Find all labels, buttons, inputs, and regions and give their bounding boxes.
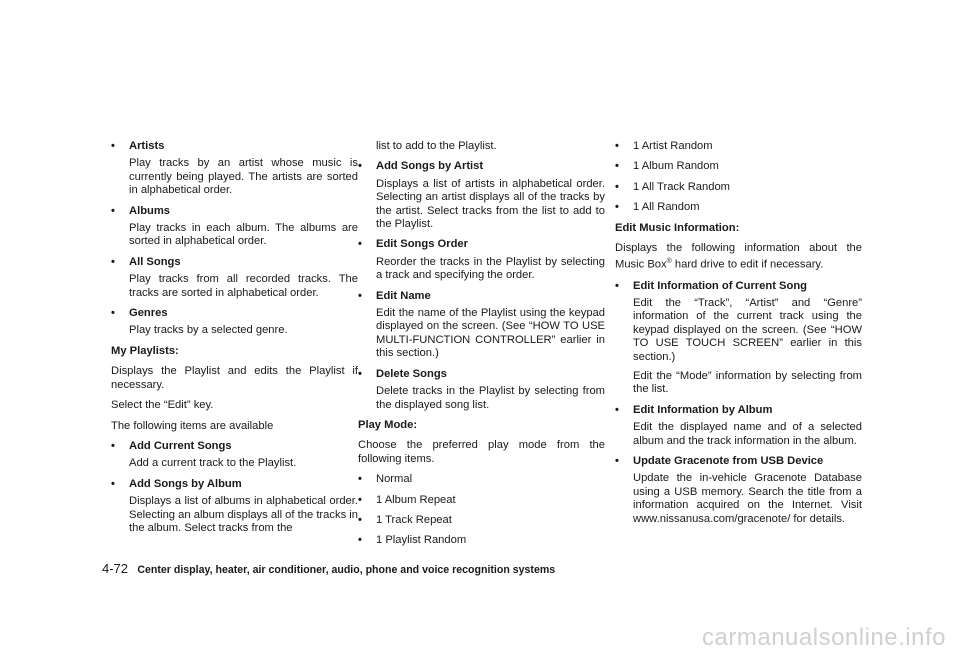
mode-label: Normal <box>376 473 413 486</box>
bullet: • <box>111 204 115 217</box>
list-item-genres <box>111 307 358 338</box>
item-heading: Edit Information by Album <box>633 403 773 416</box>
mode-label: 1 All Track Random <box>633 180 730 193</box>
mode-item <box>358 534 605 547</box>
item-heading: Update Gracenote from USB Device <box>633 455 824 468</box>
item-description: Update the in-vehicle Gracenote Database using a USB memory. Search the title from a information acquired on the Internet. Visit www.nissanusa.com/gracenote/ for details. <box>633 472 862 525</box>
bullet: • <box>111 140 115 152</box>
mode-item <box>615 201 862 214</box>
paragraph: The following items are available <box>111 419 274 432</box>
list-item-edit-songs-order <box>358 238 605 282</box>
item-description: list to add to the Playlist. <box>376 140 497 152</box>
list-item-add-current-songs <box>111 440 358 471</box>
list-item-artists <box>111 140 358 198</box>
bullet: • <box>615 455 619 468</box>
item-heading: All Songs <box>129 255 181 268</box>
mode-item <box>615 181 862 194</box>
mode-label: 1 Album Repeat <box>376 493 456 506</box>
bullet: • <box>358 513 362 526</box>
section-heading-edit-music-information: Edit Music Information: <box>615 221 740 234</box>
list-item-update-gracenote <box>615 455 862 526</box>
paragraph <box>615 242 862 273</box>
bullet: • <box>358 160 362 173</box>
list-item-edit-information-current-song <box>615 280 862 397</box>
text-part: hard drive to edit if necessary. <box>671 259 824 272</box>
item-description: Edit the displayed name and of a selected album and the track information in the album. <box>633 421 862 447</box>
section-heading-play-mode: Play Mode: <box>358 418 418 431</box>
mode-item <box>358 473 605 486</box>
bullet: • <box>358 493 362 506</box>
footer-title: Center display, heater, air conditioner, audio, phone and voice recognition systems <box>137 564 556 576</box>
paragraph: Displays the Playlist and edits the Playlist if necessary. <box>111 365 358 391</box>
mode-label: 1 All Random <box>633 201 700 214</box>
continuation <box>358 140 605 153</box>
bullet: • <box>615 201 619 214</box>
bullet: • <box>615 403 619 416</box>
mode-label: 1 Track Repeat <box>376 513 452 526</box>
registered-mark: ® <box>666 258 672 266</box>
list-item-add-songs-by-album <box>111 478 358 536</box>
bullet: • <box>358 367 362 380</box>
item-heading: Edit Name <box>376 289 431 302</box>
mode-item <box>358 514 605 527</box>
bullet: • <box>358 534 362 547</box>
item-description: Play tracks from all recorded tracks. The tracks are sorted in alphabetical order. <box>129 273 358 299</box>
bullet: • <box>358 473 362 486</box>
item-heading: Genres <box>129 307 168 320</box>
item-description: Play tracks by an artist whose music is currently being played. The artists are sorted in alphabetical order. <box>129 157 358 197</box>
item-heading: Edit Songs Order <box>376 238 468 251</box>
mode-item <box>358 494 605 507</box>
item-description: Add a current track to the Playlist. <box>129 457 297 470</box>
section-heading-my-playlists: My Playlists: <box>111 344 179 357</box>
paragraph: Choose the preferred play mode from the following items. <box>358 439 605 465</box>
mode-label: 1 Album Random <box>633 160 719 173</box>
bullet: • <box>615 279 619 292</box>
item-heading: Add Songs by Artist <box>376 160 484 173</box>
bullet: • <box>615 160 619 173</box>
mode-label: 1 Playlist Random <box>376 534 467 547</box>
list-item-all-songs <box>111 256 358 300</box>
bullet: • <box>111 307 115 320</box>
list-item-add-songs-by-artist <box>358 160 605 231</box>
item-description: Delete tracks in the Playlist by selecting from the displayed song list. <box>376 385 605 411</box>
description-paragraph: Edit the “Mode” information by selecting from the list. <box>633 370 862 396</box>
item-description: Displays a list of albums in alphabetical order. Selecting an album displays all of the tracks in the album. Select tracks from the <box>129 495 358 534</box>
bullet: • <box>358 289 362 302</box>
item-heading: Edit Information of Current Song <box>633 279 808 292</box>
item-heading: Add Current Songs <box>129 439 232 452</box>
bullet: • <box>615 140 619 152</box>
paragraph: Select the “Edit” key. <box>111 399 214 412</box>
column-1 <box>111 140 358 542</box>
text-part: Displays the following information about the Music Box <box>615 242 862 272</box>
column-3 <box>615 140 862 533</box>
mode-item <box>615 160 862 173</box>
list-item-delete-songs <box>358 368 605 412</box>
item-description: Play tracks by a selected genre. <box>129 324 288 337</box>
list-item-albums <box>111 205 358 249</box>
item-heading: Delete Songs <box>376 367 447 380</box>
item-heading: Artists <box>129 140 165 152</box>
list-item-edit-name <box>358 290 605 361</box>
item-description: Edit the name of the Playlist using the keypad displayed on the screen. (See “HOW TO USE MULTI-FUNCTION CONTROLLER” earlier in this section.) <box>376 307 605 360</box>
bullet: • <box>111 439 115 452</box>
watermark: carmanualsonline.info <box>702 624 946 651</box>
bullet: • <box>111 477 115 490</box>
item-description: Displays a list of artists in alphabetical order. Selecting an artist displays all of the tracks by the artist. Select tracks from the list to add to the Playlist. <box>376 177 605 231</box>
item-heading: Add Songs by Album <box>129 477 242 490</box>
bullet: • <box>358 238 362 251</box>
page-number: 4-72 <box>102 561 129 576</box>
page-footer <box>102 561 555 576</box>
bullet: • <box>615 180 619 193</box>
column-2 <box>358 140 605 555</box>
bullet: • <box>111 255 115 268</box>
item-description: Reorder the tracks in the Playlist by selecting a track and specifying the order. <box>376 255 605 282</box>
mode-item <box>615 140 862 153</box>
item-description: Play tracks in each album. The albums are sorted in alphabetical order. <box>129 222 358 248</box>
description-paragraph: Edit the “Track”, “Artist” and “Genre” information of the current track using the keypad displayed on the screen. (See “HOW TO USE TOUCH SCREEN” earlier in this section.) <box>633 296 862 363</box>
mode-label: 1 Artist Random <box>633 140 713 152</box>
list-item-edit-information-by-album <box>615 404 862 448</box>
item-heading: Albums <box>129 204 171 217</box>
item-description <box>633 297 862 397</box>
